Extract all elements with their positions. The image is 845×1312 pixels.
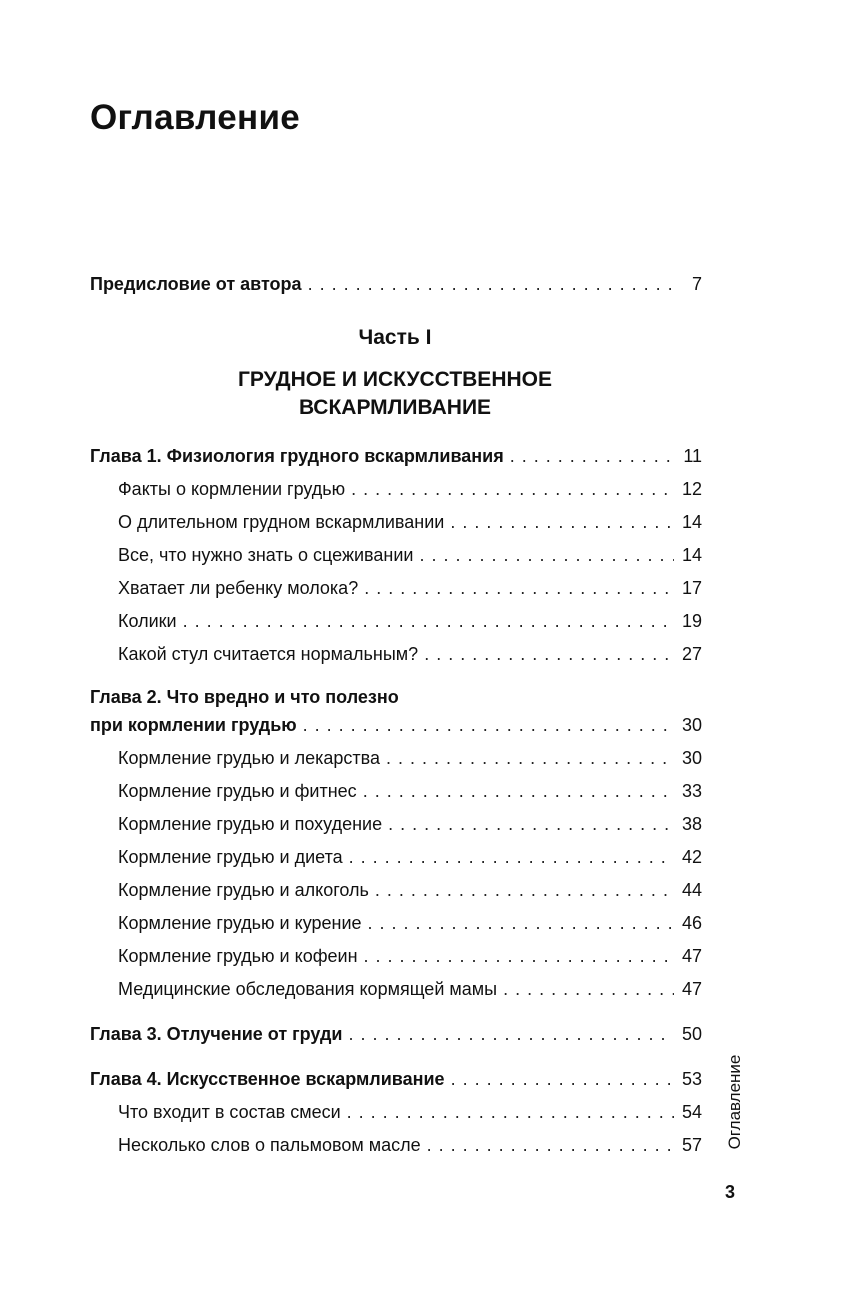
part-title-line: ВСКАРМЛИВАНИЕ (298, 396, 492, 419)
toc-page-number: 14 (681, 512, 702, 532)
toc-entry-title: Кормление грудью и похудение (118, 814, 383, 834)
leader-dots (368, 911, 674, 935)
leader-dots (427, 1133, 674, 1157)
toc-page-number: 30 (681, 748, 702, 768)
toc-entry-title: Глава 1. Физиология грудного вскармливания (90, 446, 504, 466)
leader-dots (183, 609, 674, 633)
toc-entry-title: Кормление грудью и лекарства (118, 748, 381, 768)
toc-entry[interactable] (118, 944, 702, 968)
toc-entry-chapter-4[interactable] (90, 1067, 702, 1091)
toc-entry-title: при кормлении грудью (90, 715, 297, 735)
toc-page-number: 19 (681, 611, 702, 631)
toc-entry[interactable] (118, 609, 702, 633)
toc-page-number: 53 (681, 1069, 702, 1089)
toc-entry-title: Колики (118, 611, 177, 631)
toc-entry[interactable] (118, 911, 702, 935)
part-title (0, 366, 790, 422)
toc-page-number: 17 (681, 578, 702, 598)
leader-dots (308, 272, 674, 296)
leader-dots (364, 944, 674, 968)
leader-dots (451, 1067, 674, 1091)
page-title: Оглавление (90, 98, 301, 137)
toc-page-number: 47 (681, 979, 702, 999)
toc-entry-title: Кормление грудью и диета (118, 847, 343, 867)
toc-page-number: 47 (681, 946, 702, 966)
toc-page-number: 11 (683, 446, 702, 466)
toc-entry-title: Хватает ли ребенку молока? (118, 578, 359, 598)
toc-entry-chapter-2[interactable] (90, 713, 702, 737)
toc-entry-title: Глава 3. Отлучение от груди (90, 1024, 343, 1044)
toc-entry-title: Глава 4. Искусственное вскармливание (90, 1069, 445, 1089)
toc-entry[interactable] (118, 510, 702, 534)
toc-entry-chapter-1[interactable] (90, 444, 702, 468)
leader-dots (351, 477, 674, 501)
running-head-text: Оглавление (725, 1054, 744, 1150)
toc-entry[interactable] (118, 1133, 702, 1157)
toc-entry-title: Все, что нужно знать о сцеживании (118, 545, 414, 565)
toc-entry-title: Кормление грудью и алкоголь (118, 880, 369, 900)
toc-entry[interactable] (118, 878, 702, 902)
toc-page-number: 30 (681, 715, 702, 735)
toc-entry-title: Факты о кормлении грудью (118, 479, 346, 499)
toc-entry-title: Медицинские обследования кормящей мамы (118, 979, 498, 999)
toc-page-number: 54 (681, 1102, 702, 1122)
toc-page-number: 38 (681, 814, 702, 834)
toc-entry-title: Кормление грудью и фитнес (118, 781, 357, 801)
leader-dots (386, 746, 674, 770)
toc-page-number: 12 (681, 479, 702, 499)
toc-entry[interactable] (118, 812, 702, 836)
toc-entry-chapter-3[interactable] (90, 1022, 702, 1046)
toc-page-number: 27 (681, 644, 702, 664)
toc-entry-title: Какой стул считается нормальным? (118, 644, 419, 664)
toc-page-number: 46 (681, 913, 702, 933)
running-head-vertical (720, 1047, 750, 1157)
leader-dots (450, 510, 674, 534)
leader-dots (364, 576, 674, 600)
toc-entry[interactable] (118, 779, 702, 803)
toc-page-number: 7 (691, 274, 702, 294)
toc-entry-title: О длительном грудном вскармливании (118, 512, 445, 532)
part-title-line: ГРУДНОЕ И ИСКУССТВЕННОЕ (237, 368, 552, 391)
toc-entry-title: Что входит в состав смеси (118, 1102, 341, 1122)
leader-dots (503, 977, 674, 1001)
leader-dots (419, 543, 674, 567)
toc-entry[interactable] (118, 845, 702, 869)
toc-entry[interactable] (118, 746, 702, 770)
part-label: Часть I (358, 326, 432, 349)
toc-entry[interactable] (118, 977, 702, 1001)
toc-page-number: 57 (681, 1135, 702, 1155)
toc-entry[interactable] (118, 576, 702, 600)
toc-entry[interactable] (118, 477, 702, 501)
toc-chapter-2-title-line[interactable]: Глава 2. Что вредно и что полезно (90, 687, 399, 707)
leader-dots (510, 444, 674, 468)
toc-page-number: 44 (681, 880, 702, 900)
toc-page-number: 14 (681, 545, 702, 565)
leader-dots (348, 1022, 674, 1046)
toc-entry[interactable] (118, 1100, 702, 1124)
toc-page-number: 33 (681, 781, 702, 801)
toc-entry[interactable] (118, 543, 702, 567)
toc-entry-preface[interactable] (90, 272, 702, 296)
toc-entry-title: Кормление грудью и курение (118, 913, 362, 933)
page-number: 3 (725, 1182, 736, 1202)
leader-dots (303, 713, 674, 737)
toc-entry[interactable] (118, 642, 702, 666)
toc-page-number: 50 (681, 1024, 702, 1044)
leader-dots (375, 878, 674, 902)
leader-dots (363, 779, 674, 803)
toc-entry-title: Несколько слов о пальмовом масле (118, 1135, 421, 1155)
leader-dots (347, 1100, 674, 1124)
toc-entry-title: Кормление грудью и кофеин (118, 946, 358, 966)
leader-dots (388, 812, 674, 836)
toc-page-number: 42 (681, 847, 702, 867)
leader-dots (424, 642, 674, 666)
toc-entry-title: Предисловие от автора (90, 274, 302, 294)
leader-dots (349, 845, 674, 869)
